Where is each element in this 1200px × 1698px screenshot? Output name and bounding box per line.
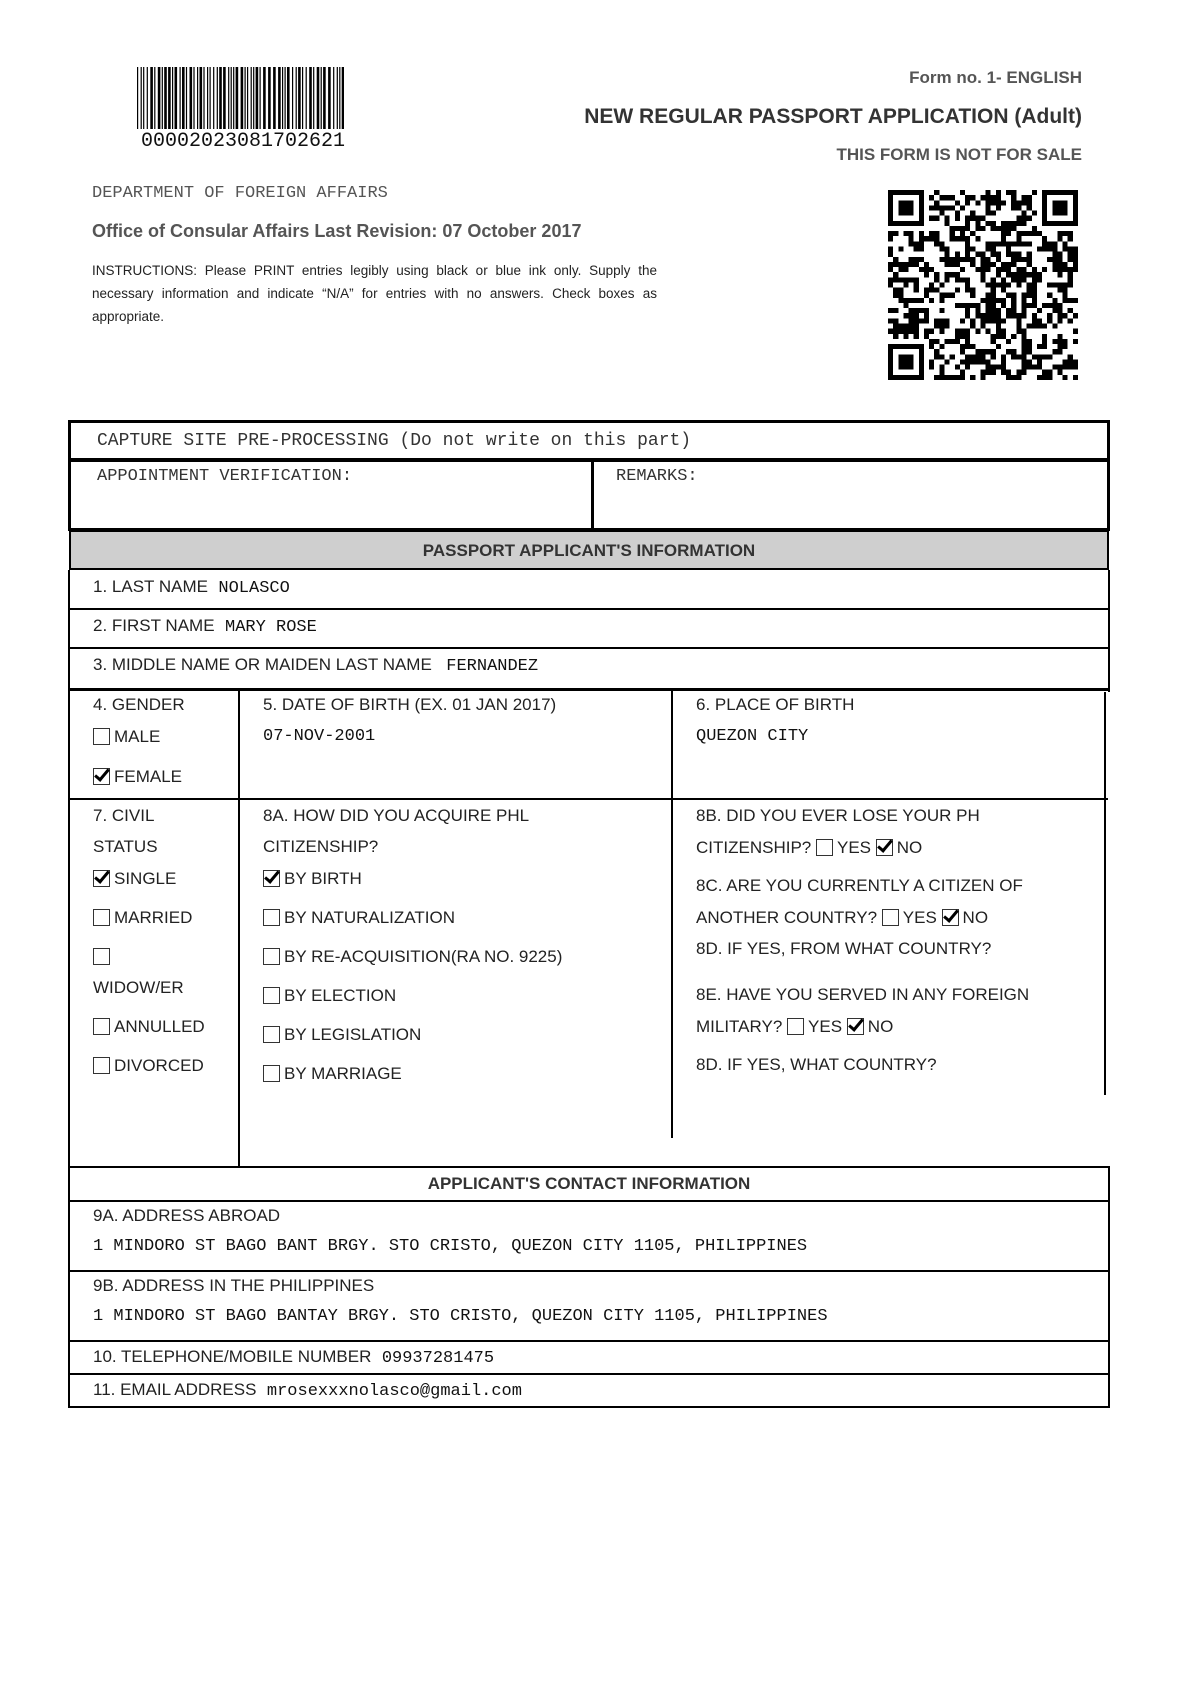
barcode-number: 00002023081702621 — [140, 130, 346, 153]
q8b-label-2: CITIZENSHIP? — [696, 838, 812, 857]
female-label: FEMALE — [114, 767, 183, 786]
capture-site-title: CAPTURE SITE PRE-PROCESSING (Do not write on this part) — [97, 431, 692, 451]
divider — [68, 1270, 1110, 1272]
q8e-answer-row — [696, 1017, 893, 1037]
no-label: NO — [867, 1017, 894, 1036]
not-for-sale-notice: THIS FORM IS NOT FOR SALE — [836, 145, 1082, 164]
q8b-yes-checkbox[interactable] — [816, 839, 833, 856]
last-name-field[interactable]: NOLASCO — [218, 579, 290, 598]
email-field[interactable]: mrosexxxnolasco@gmail.com — [266, 1382, 522, 1401]
by-reacquisition-label: BY RE-ACQUISITION(RA NO. 9225) — [284, 947, 563, 966]
phone-field[interactable]: 09937281475 — [381, 1349, 495, 1368]
by-marriage-checkbox[interactable] — [263, 1065, 280, 1082]
first-name-field[interactable]: MARY ROSE — [225, 618, 317, 637]
divider — [68, 608, 1110, 610]
gender-option-female[interactable] — [93, 767, 182, 787]
address-abroad-label: 9A. ADDRESS ABROAD — [93, 1206, 281, 1225]
q8b-no-checkbox[interactable] — [876, 839, 893, 856]
q8c-label-2: ANOTHER COUNTRY? — [696, 908, 878, 927]
q8c-answer-row — [696, 908, 988, 928]
pob-field[interactable]: QUEZON CITY — [696, 727, 809, 746]
male-checkbox[interactable] — [93, 728, 110, 745]
widow-checkbox[interactable] — [93, 948, 110, 965]
divider — [68, 1200, 1110, 1202]
q8c-no-checkbox[interactable] — [942, 909, 959, 926]
phone-row — [93, 1347, 494, 1368]
civil-status-label-2: STATUS — [93, 837, 158, 856]
divider — [68, 688, 1110, 691]
widow-label: WIDOW/ER — [93, 978, 184, 997]
annulled-label: ANNULLED — [114, 1017, 205, 1036]
q8d-military-country-label: 8D. IF YES, WHAT COUNTRY? — [696, 1055, 937, 1074]
q8e-yes-checkbox[interactable] — [787, 1018, 804, 1035]
divider — [68, 1373, 1110, 1375]
single-label: SINGLE — [114, 869, 177, 888]
email-label: 11. EMAIL ADDRESS — [93, 1380, 257, 1399]
q8c-label: 8C. ARE YOU CURRENTLY A CITIZEN OF — [696, 876, 1023, 895]
citizenship-by-birth[interactable] — [263, 869, 362, 889]
qr-code-image — [886, 190, 1080, 380]
annulled-checkbox[interactable] — [93, 1018, 110, 1035]
citizenship-by-marriage[interactable] — [263, 1064, 402, 1084]
dob-label: 5. DATE OF BIRTH (EX. 01 JAN 2017) — [263, 695, 557, 714]
middle-name-label: 3. MIDDLE NAME OR MAIDEN LAST NAME — [93, 655, 432, 674]
by-election-checkbox[interactable] — [263, 987, 280, 1004]
by-naturalization-label: BY NATURALIZATION — [284, 908, 455, 927]
q8c-yes-checkbox[interactable] — [882, 909, 899, 926]
capture-site-box — [68, 420, 1110, 462]
contact-section-header: APPLICANT'S CONTACT INFORMATION — [427, 1174, 751, 1193]
form-title: NEW REGULAR PASSPORT APPLICATION (Adult) — [584, 105, 1082, 128]
frame-right-top — [1108, 570, 1110, 692]
divider — [68, 647, 1110, 649]
middle-name-row — [93, 655, 538, 676]
civil-status-divorced[interactable] — [93, 1056, 204, 1076]
first-name-label: 2. FIRST NAME — [93, 616, 215, 635]
last-name-label: 1. LAST NAME — [93, 577, 208, 596]
frame-left — [68, 570, 70, 1168]
last-name-row — [93, 577, 290, 598]
email-row — [93, 1380, 522, 1401]
verification-row — [68, 458, 1110, 531]
citizenship-by-legislation[interactable] — [263, 1025, 421, 1045]
civil-status-annulled[interactable] — [93, 1017, 205, 1037]
divider — [591, 461, 594, 528]
by-legislation-label: BY LEGISLATION — [284, 1025, 422, 1044]
by-birth-checkbox[interactable] — [263, 870, 280, 887]
citizenship-question-2: CITIZENSHIP? — [263, 837, 379, 856]
phone-label: 10. TELEPHONE/MOBILE NUMBER — [93, 1347, 372, 1366]
middle-name-field[interactable]: FERNANDEZ — [446, 657, 539, 676]
divider — [68, 798, 1108, 800]
q8d-country-label: 8D. IF YES, FROM WHAT COUNTRY? — [696, 939, 992, 958]
citizenship-question: 8A. HOW DID YOU ACQUIRE PHL — [263, 806, 530, 825]
instructions-text: INSTRUCTIONS: Please PRINT entries legibly using black or blue ink only. Supply the necessary information and indicate “N/A” for entries with no answers. Check boxes as appropriate. — [92, 263, 657, 324]
address-ph-field[interactable]: 1 MINDORO ST BAGO BANTAY BRGY. STO CRISTO, QUEZON CITY 1105, PHILIPPINES — [93, 1307, 828, 1326]
divider — [68, 1340, 1110, 1342]
by-reacquisition-checkbox[interactable] — [263, 948, 280, 965]
yes-label: YES — [836, 838, 872, 857]
address-ph-label: 9B. ADDRESS IN THE PHILIPPINES — [93, 1276, 375, 1295]
civil-status-label: 7. CIVIL — [93, 806, 155, 825]
divider — [671, 690, 673, 798]
frame-right-mid — [1104, 692, 1106, 1095]
yes-label: YES — [902, 908, 937, 927]
no-label: NO — [962, 908, 989, 927]
married-checkbox[interactable] — [93, 909, 110, 926]
pob-label: 6. PLACE OF BIRTH — [696, 695, 855, 714]
form-number: Form no. 1- ENGLISH — [909, 68, 1082, 87]
yes-label: YES — [808, 1017, 843, 1036]
married-label: MARRIED — [114, 908, 193, 927]
by-marriage-label: BY MARRIAGE — [284, 1064, 402, 1083]
office-revision: Office of Consular Affairs Last Revision: 07 October 2017 — [92, 221, 582, 241]
civil-status-single[interactable] — [93, 869, 176, 889]
civil-status-married[interactable] — [93, 908, 192, 928]
first-name-row — [93, 616, 317, 637]
department-name: DEPARTMENT OF FOREIGN AFFAIRS — [92, 184, 388, 203]
applicant-section-header: PASSPORT APPLICANT'S INFORMATION — [69, 530, 1109, 570]
gender-option-male[interactable] — [93, 727, 160, 747]
dob-field[interactable]: 07-NOV-2001 — [263, 727, 376, 746]
q8b-answer-row — [696, 838, 922, 858]
by-legislation-checkbox[interactable] — [263, 1026, 280, 1043]
divorced-label: DIVORCED — [114, 1056, 204, 1075]
barcode-image — [137, 67, 344, 129]
no-label: NO — [896, 838, 923, 857]
by-naturalization-checkbox[interactable] — [263, 909, 280, 926]
male-label: MALE — [114, 727, 161, 746]
female-checkbox[interactable] — [93, 768, 110, 785]
q8e-label-2: MILITARY? — [696, 1017, 783, 1036]
address-abroad-field[interactable]: 1 MINDORO ST BAGO BANT BRGY. STO CRISTO, QUEZON CITY 1105, PHILIPPINES — [93, 1237, 808, 1256]
q8e-label: 8E. HAVE YOU SERVED IN ANY FOREIGN — [696, 985, 1030, 1004]
by-election-label: BY ELECTION — [284, 986, 397, 1005]
citizenship-by-naturalization[interactable] — [263, 908, 455, 928]
citizenship-by-reacquisition[interactable] — [263, 947, 562, 967]
gender-label: 4. GENDER — [93, 695, 185, 714]
single-checkbox[interactable] — [93, 870, 110, 887]
q8b-label: 8B. DID YOU EVER LOSE YOUR PH — [696, 806, 980, 825]
appointment-verification-label: APPOINTMENT VERIFICATION: — [97, 467, 353, 486]
citizenship-by-election[interactable] — [263, 986, 396, 1006]
civil-status-widow[interactable] — [93, 947, 114, 967]
remarks-label: REMARKS: — [616, 467, 698, 486]
divider — [238, 690, 240, 1167]
by-birth-label: BY BIRTH — [284, 869, 362, 888]
divider — [671, 800, 673, 1138]
q8e-no-checkbox[interactable] — [847, 1018, 864, 1035]
divorced-checkbox[interactable] — [93, 1057, 110, 1074]
